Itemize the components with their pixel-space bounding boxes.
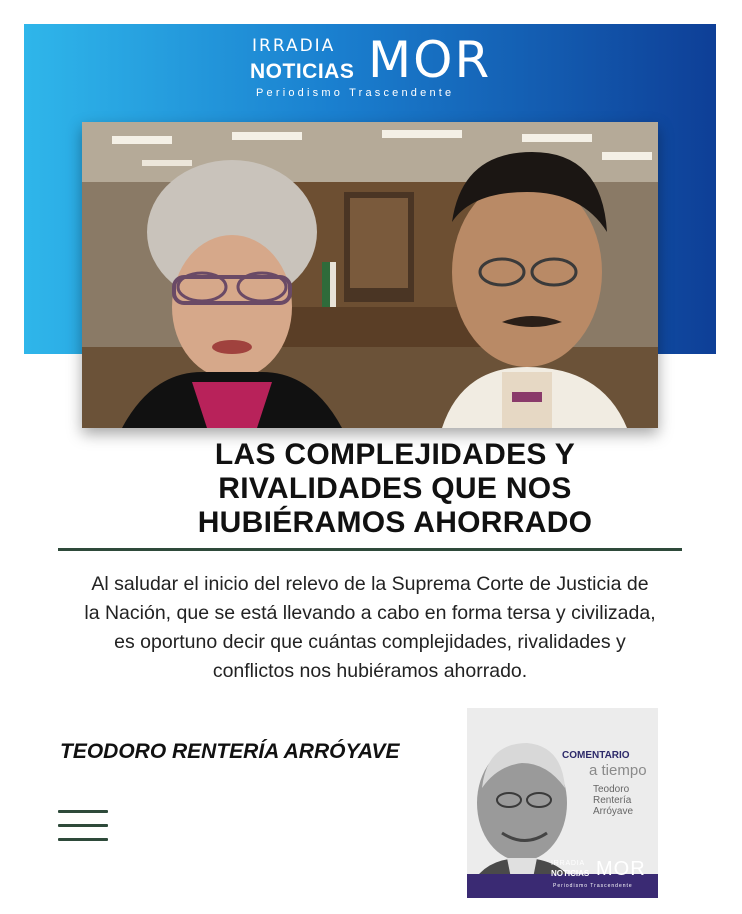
- column-logo-noticias: NOTICIAS: [551, 869, 590, 878]
- column-logo-tagline: Periodismo Trascendente: [553, 883, 633, 889]
- menu-bar-top: [58, 810, 108, 813]
- logo-noticias-text: NOTICIAS: [250, 60, 355, 83]
- column-author-name: [593, 784, 633, 817]
- column-author-line-2: Rentería: [593, 795, 632, 806]
- column-logo-irradia: IRRADIA: [551, 860, 585, 867]
- menu-bar-bottom: [58, 838, 108, 841]
- summary-line-3: es oportuno decir que cuántas complejidades, rivalidades y: [114, 631, 626, 653]
- menu-bar-middle: [58, 824, 108, 827]
- headline-line-3: HUBIÉRAMOS AHORRADO: [197, 506, 593, 539]
- logo-irradia-text: IRRADIA: [252, 36, 336, 56]
- headline-divider: [58, 548, 682, 551]
- column-author-line-1: Teodoro: [593, 784, 630, 795]
- hamburger-menu-icon[interactable]: [58, 810, 108, 842]
- article-headline[interactable]: [100, 438, 690, 540]
- summary-line-2: la Nación, que se está llevando a cabo en forma tersa y civilizada,: [84, 602, 656, 624]
- site-logo[interactable]: [250, 31, 500, 104]
- summary-line-4: conflictos nos hubiéramos ahorrado.: [212, 660, 528, 682]
- logo-mor-text: MOR: [368, 31, 492, 89]
- column-thumbnail[interactable]: [467, 708, 658, 898]
- summary-line-1: Al saludar el inicio del relevo de la Suprema Corte de Justicia de: [91, 573, 649, 595]
- article-author[interactable]: TEODORO RENTERÍA ARRÓYAVE: [60, 740, 400, 763]
- column-author-line-3: Arróyave: [593, 806, 634, 817]
- article-summary: [50, 570, 690, 686]
- column-logo-mor: MOR: [596, 858, 646, 880]
- headline-line-2: RIVALIDADES QUE NOS: [218, 472, 572, 505]
- logo-tagline: Periodismo Trascendente: [256, 87, 455, 99]
- courtroom-photo-illustration: [82, 122, 658, 428]
- column-subtitle: a tiempo: [589, 762, 647, 779]
- article-photo: [82, 122, 658, 428]
- headline-line-1: LAS COMPLEJIDADES Y: [214, 438, 576, 471]
- column-title: COMENTARIO: [562, 750, 630, 761]
